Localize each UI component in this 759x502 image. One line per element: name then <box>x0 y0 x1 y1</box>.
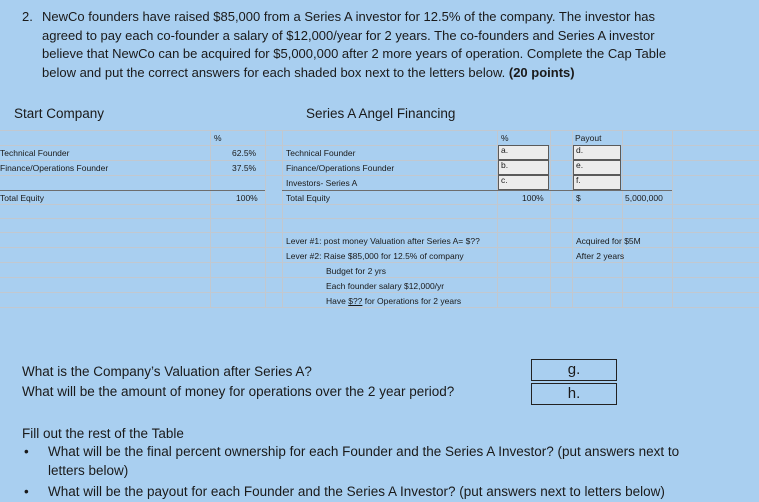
question-line-3: believe that NewCo can be acquired for $5,000,000 after 2 more years of operation. Complete the Cap Table <box>42 46 667 61</box>
start-row-technical-pct: 62.5% <box>232 148 257 158</box>
answer-box-b-label: b. <box>501 160 509 170</box>
question-paragraph <box>22 8 752 82</box>
bullet-1-marker: • <box>24 444 29 459</box>
question-number: 2. <box>22 9 33 24</box>
points-label: (20 points) <box>508 64 575 80</box>
series-a-title: Series A Angel Financing <box>306 106 456 121</box>
question-line-2: agreed to pay each co-founder a salary of $12,000/year for 2 years. The co-founders and Series A investor <box>42 27 655 43</box>
series-a-total-pct: 100% <box>522 193 544 203</box>
grid-line <box>0 218 759 219</box>
grid-column <box>550 130 551 307</box>
bullet-1-line-2: letters below) <box>48 463 129 478</box>
series-a-row-technical-label: Technical Founder <box>286 148 356 158</box>
bullet-2-marker: • <box>24 484 29 499</box>
grid-line <box>0 145 759 146</box>
bullet-2-text: What will be the payout for each Founder and the Series A Investor? (put answers next to letters below) <box>48 484 665 499</box>
answer-box-f-label: f. <box>576 175 581 185</box>
operations-suffix: for Operations for 2 years <box>362 296 462 306</box>
grid-line <box>0 204 759 205</box>
answer-box-f[interactable] <box>573 175 621 190</box>
grid-line <box>0 277 759 278</box>
answer-box-g[interactable] <box>531 359 617 381</box>
answer-box-b[interactable] <box>498 160 549 175</box>
start-row-finance-pct: 37.5% <box>232 163 257 173</box>
operations-text <box>326 296 461 306</box>
question-line-4-text: below and put the correct answers for each shaded box next to the letters below. <box>42 64 506 80</box>
grid-line <box>0 160 759 161</box>
question-line-4 <box>42 64 752 83</box>
answer-box-c[interactable] <box>498 175 549 190</box>
lever-1-text: Lever #1: post money Valuation after Series A= $?? <box>286 236 480 246</box>
answer-box-d-label: d. <box>576 145 584 155</box>
answer-box-e[interactable] <box>573 160 621 175</box>
answer-box-g-label: g. <box>567 361 581 378</box>
series-a-total-label: Total Equity <box>286 193 330 203</box>
after-text: After 2 years <box>576 251 625 261</box>
answer-box-a[interactable] <box>498 145 549 160</box>
grid-column <box>282 130 283 307</box>
grid-line <box>0 292 759 293</box>
grid-line <box>0 307 759 308</box>
series-a-row-investors-label: Investors- Series A <box>286 178 358 188</box>
grid-column <box>265 130 266 307</box>
grid-column <box>672 130 673 307</box>
salary-text: Each founder salary $12,000/yr <box>326 281 445 291</box>
budget-text: Budget for 2 yrs <box>326 266 387 276</box>
payout-header: Payout <box>575 133 602 143</box>
start-row-finance-label: Finance/Operations Founder <box>0 163 109 173</box>
operations-question: What will be the amount of money for operations over the 2 year period? <box>22 384 455 399</box>
grid-column <box>622 130 623 307</box>
grid-line <box>0 247 759 248</box>
start-row-technical-label: Technical Founder <box>0 148 70 158</box>
total-rule-start <box>0 190 265 191</box>
answer-box-a-label: a. <box>501 145 509 155</box>
grid-line <box>0 130 759 131</box>
grid-line <box>0 232 759 233</box>
acquired-text: Acquired for $5M <box>576 236 641 246</box>
answer-box-h-label: h. <box>567 385 581 402</box>
series-a-row-finance-label: Finance/Operations Founder <box>286 163 395 173</box>
start-total-label: Total Equity <box>0 193 44 203</box>
payout-currency: $ <box>576 193 581 203</box>
grid-line <box>0 175 759 176</box>
total-rule-series-a <box>282 190 672 191</box>
valuation-question: What is the Company’s Valuation after Series A? <box>22 364 312 379</box>
total-payout: 5,000,000 <box>625 193 663 203</box>
question-line-1: NewCo founders have raised $85,000 from a Series A investor for 12.5% of the company. The investor has <box>42 9 656 24</box>
start-company-title: Start Company <box>14 106 105 121</box>
answer-box-c-label: c. <box>501 175 508 185</box>
operations-unknown: $?? <box>348 296 363 306</box>
answer-box-e-label: e. <box>576 160 584 170</box>
answer-box-d[interactable] <box>573 145 621 160</box>
lever-2-text: Lever #2: Raise $85,000 for 12.5% of company <box>286 251 464 261</box>
answer-box-h[interactable] <box>531 383 617 405</box>
grid-column <box>210 130 211 307</box>
fill-title: Fill out the rest of the Table <box>22 426 184 441</box>
operations-prefix: Have <box>326 296 349 306</box>
series-a-pct-header: % <box>501 133 509 143</box>
grid-line <box>0 262 759 263</box>
start-pct-header: % <box>214 133 222 143</box>
bullet-1-line-1: What will be the final percent ownership for each Founder and the Series A Investor? (put answers next to <box>48 444 680 459</box>
start-total-pct: 100% <box>236 193 258 203</box>
